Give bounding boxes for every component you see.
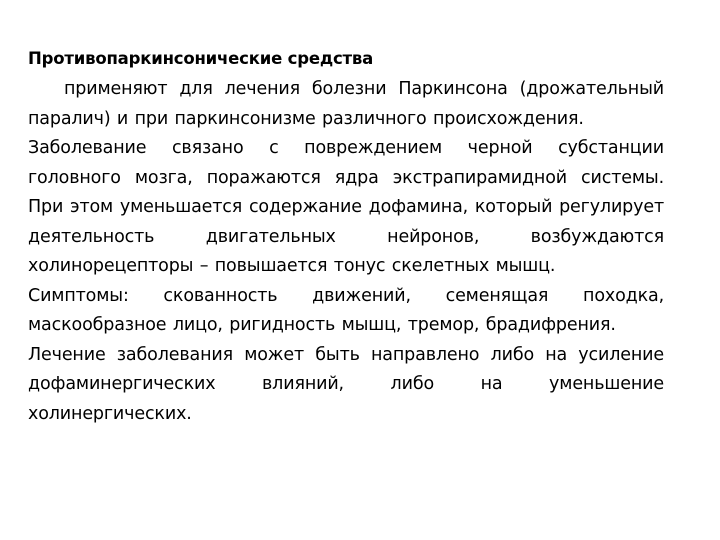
slide-content [28,48,664,429]
paragraph-treatment: Лечение заболевания может быть направлено либо на усиление дофаминергических влияний, либо на уменьшение холинергических. [28,344,664,424]
slide-title: Противопаркинсонические средства [28,49,374,68]
paragraph-usage: применяют для лечения болезни Паркинсона (дрожательный паралич) и при паркинсонизме различного происхождения. [28,79,664,129]
paragraph-pathogenesis: Заболевание связано с повреждением черной субстанции головного мозга, поражаются ядра экстрапирамидной системы. При этом уменьшается содержание дофамина, который регулирует деятельность двигательных нейронов, возбуждаются холинорецепторы – повышается тонус скелетных мышц. [28,138,664,276]
paragraph-symptoms: Симптомы: скованность движений, семенящая походка, маскообразное лицо, ригидность мышц, тремор, брадифрения. [28,285,664,335]
